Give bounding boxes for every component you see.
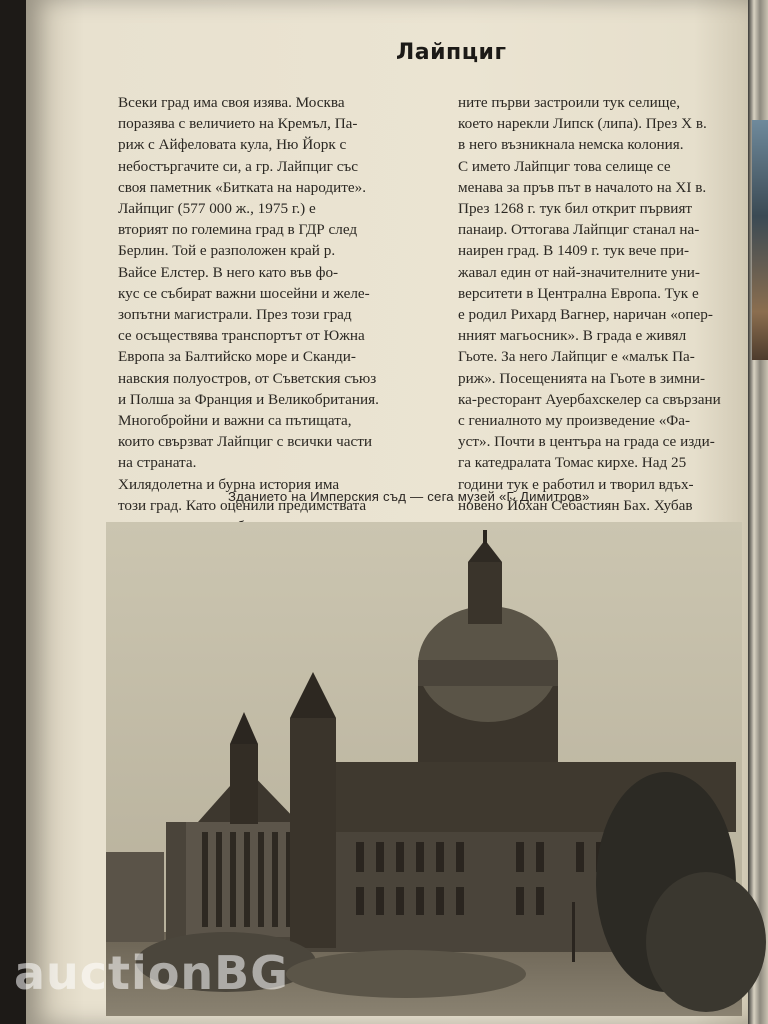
watermark: auctionBG bbox=[14, 946, 289, 1000]
text-line: новено Йохан Себастиян Бах. Хубав bbox=[458, 496, 693, 514]
text-line: ка-ресторант Ауербахскелер са свързани bbox=[458, 390, 721, 408]
text-line: Лайпциг (577 000 ж., 1975 г.) е bbox=[118, 200, 316, 218]
text-line: кус се събират важни шосейни и желе- bbox=[118, 284, 370, 302]
text-line: нният магьосник». В града е живял bbox=[458, 327, 687, 345]
text-line: и Полша за Франция и Великобритания. bbox=[118, 390, 379, 408]
text-line: своя паметник «Битката на народите». bbox=[118, 178, 367, 196]
text-line: С името Лайпциг това селище се bbox=[458, 157, 671, 175]
text-line: се осъществява транспортът от Южна bbox=[118, 327, 365, 345]
text-line: наирен град. В 1409 г. тук вече при- bbox=[458, 242, 690, 260]
text-line: които свързват Лайпциг с всички части bbox=[118, 433, 372, 451]
text-line: е родил Рихард Вагнер, наричан «опер- bbox=[458, 306, 713, 324]
text-line: Берлин. Той е разположен край р. bbox=[118, 242, 336, 260]
reichsgericht-building-image bbox=[106, 522, 742, 1016]
text-line: на страната. bbox=[118, 454, 197, 472]
text-line: този град. Като оценили предимствата bbox=[118, 496, 367, 514]
text-line: верситети в Централна Европа. Тук е bbox=[458, 284, 699, 302]
text-line: га катедралата Томас кирхе. Над 25 bbox=[458, 454, 687, 472]
text-line: небостъргачите си, а гр. Лайпциг със bbox=[118, 157, 359, 175]
text-line: в него възникнала немска колония. bbox=[458, 136, 684, 154]
text-line: Гьоте. За него Лайпциг е «малък Па- bbox=[458, 348, 695, 366]
text-line: години тук е работил и творил вдъх- bbox=[458, 475, 694, 493]
building-photo bbox=[106, 522, 742, 1016]
text-line: което нарекли Липск (липа). През X в. bbox=[458, 115, 707, 133]
text-line: навския полуостров, от Съветския съюз bbox=[118, 369, 377, 387]
text-line: поразява с величието на Кремъл, Па- bbox=[118, 115, 358, 133]
text-line: ните първи застроили тук селище, bbox=[458, 94, 681, 111]
text-line: Хилядолетна и бурна история има bbox=[118, 475, 340, 493]
text-line: уст». Почти в центъра на града се изди- bbox=[458, 433, 715, 451]
text-column-left bbox=[118, 92, 440, 537]
text-line: вторият по големина град в ГДР след bbox=[118, 221, 358, 239]
text-line: През 1268 г. тук бил открит първият bbox=[458, 200, 693, 218]
page-title: Лайпциг bbox=[396, 40, 507, 65]
text-line: Многобройни и важни са пътищата, bbox=[118, 412, 352, 430]
next-page-photo-strip bbox=[752, 120, 768, 360]
photo-caption: Зданието на Имперския съд — сега музей «Г. Димитров» bbox=[228, 489, 590, 504]
text-line: риж». Посещенията на Гьоте в зимни- bbox=[458, 369, 706, 387]
text-column-right bbox=[458, 92, 750, 514]
text-line: Вайсе Елстер. В него като във фо- bbox=[118, 263, 339, 281]
text-line: Европа за Балтийско море и Сканди- bbox=[118, 348, 356, 366]
text-line: с гениалното му произведение «Фа- bbox=[458, 412, 691, 430]
text-line: жавал един от най-значителните уни- bbox=[458, 263, 700, 281]
text-line: панаир. Оттогава Лайпциг станал на- bbox=[458, 221, 700, 239]
text-line: менава за пръв път в началото на XI в. bbox=[458, 178, 707, 196]
text-line: риж с Айфеловата кула, Ню Йорк с bbox=[118, 136, 347, 154]
text-line: Всеки град има своя изява. Москва bbox=[118, 94, 345, 111]
text-line: зопътни магистрали. През този град bbox=[118, 306, 352, 324]
